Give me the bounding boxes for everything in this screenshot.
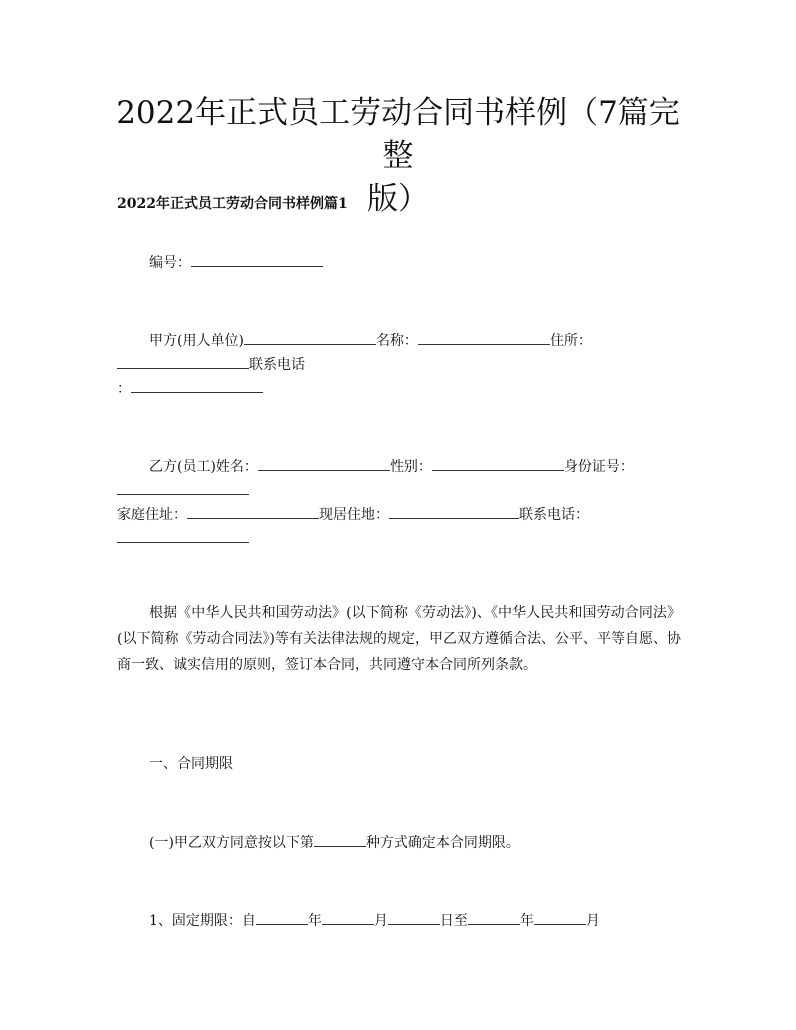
- party-a-line-1: [117, 328, 719, 353]
- year-label-2: 年: [519, 913, 534, 929]
- party-a-phone-colon: ：: [117, 381, 131, 397]
- year-label: 年: [307, 913, 322, 929]
- party-a-phone-blank: [131, 376, 263, 393]
- clause-1-blank: [314, 830, 366, 847]
- number-blank: [191, 250, 323, 267]
- start-month-blank: [322, 908, 374, 925]
- number-line: [117, 250, 719, 275]
- party-b-home-label: 家庭住址：: [117, 507, 187, 523]
- clause-1-after: 种方式确定本合同期限。: [365, 835, 520, 851]
- party-b-line-3: [117, 502, 687, 527]
- day-to-label: 日至: [439, 913, 468, 929]
- section-subtitle: 2022年正式员工劳动合同书样例篇1: [117, 196, 348, 212]
- party-b-line-2: [117, 478, 687, 503]
- employer-blank: [244, 328, 376, 345]
- clause-1-before: (一)甲乙双方同意按以下第: [149, 835, 314, 851]
- party-a-name-label: 名称：: [375, 333, 418, 349]
- party-b-id-blank: [117, 478, 249, 495]
- party-b-id-label: 身份证号：: [563, 459, 634, 475]
- month-label-2: 月: [585, 913, 600, 929]
- party-b-name-label: 乙方(员工)姓名：: [149, 459, 258, 475]
- party-b-gender-label: 性别：: [389, 459, 432, 475]
- fixed-term-label: 1、固定期限：自: [149, 913, 256, 929]
- end-year-blank: [468, 908, 520, 925]
- party-a-phone-label: 联系电话: [249, 357, 305, 373]
- party-a-address-blank: [117, 352, 249, 369]
- party-b-current-blank: [389, 502, 519, 519]
- start-day-blank: [388, 908, 440, 925]
- party-b-current-label: 现居住地：: [319, 507, 389, 523]
- party-a-name-blank: [418, 328, 550, 345]
- section-1-heading: 一、合同期限: [149, 756, 233, 772]
- number-label: 编号：: [149, 255, 191, 271]
- start-year-blank: [256, 908, 308, 925]
- party-b-name-blank: [258, 454, 390, 471]
- month-label: 月: [373, 913, 388, 929]
- party-a-line-2: [117, 352, 687, 377]
- party-b-phone-label: 联系电话：: [519, 507, 589, 523]
- end-month-blank: [534, 908, 586, 925]
- party-b-phone-blank: [117, 526, 249, 543]
- party-b-gender-blank: [432, 454, 564, 471]
- title-line-2: 版）: [367, 181, 429, 217]
- party-a-address-label: 住所：: [549, 333, 592, 349]
- party-b-home-blank: [187, 502, 319, 519]
- title-line-1: 2022年正式员工劳动合同书样例（7篇完整: [116, 95, 680, 174]
- party-a-line-3: [117, 376, 687, 401]
- party-b-line-1: [117, 454, 719, 479]
- clause-1-line: [117, 830, 719, 855]
- intro-paragraph: 根据《中华人民共和国劳动法》(以下简称《劳动法》)、《中华人民共和国劳动合同法》(以下简称《劳动合同法》)等有关法律法规的规定，甲乙双方遵循合法、公平、平等自愿、协商一致、诚实信用的原则，签订本合同，共同遵守本合同所列条款。: [117, 605, 681, 673]
- employer-label: 甲方(用人单位): [149, 333, 244, 349]
- fixed-term-line: [117, 908, 719, 933]
- party-b-line-4: [117, 526, 687, 551]
